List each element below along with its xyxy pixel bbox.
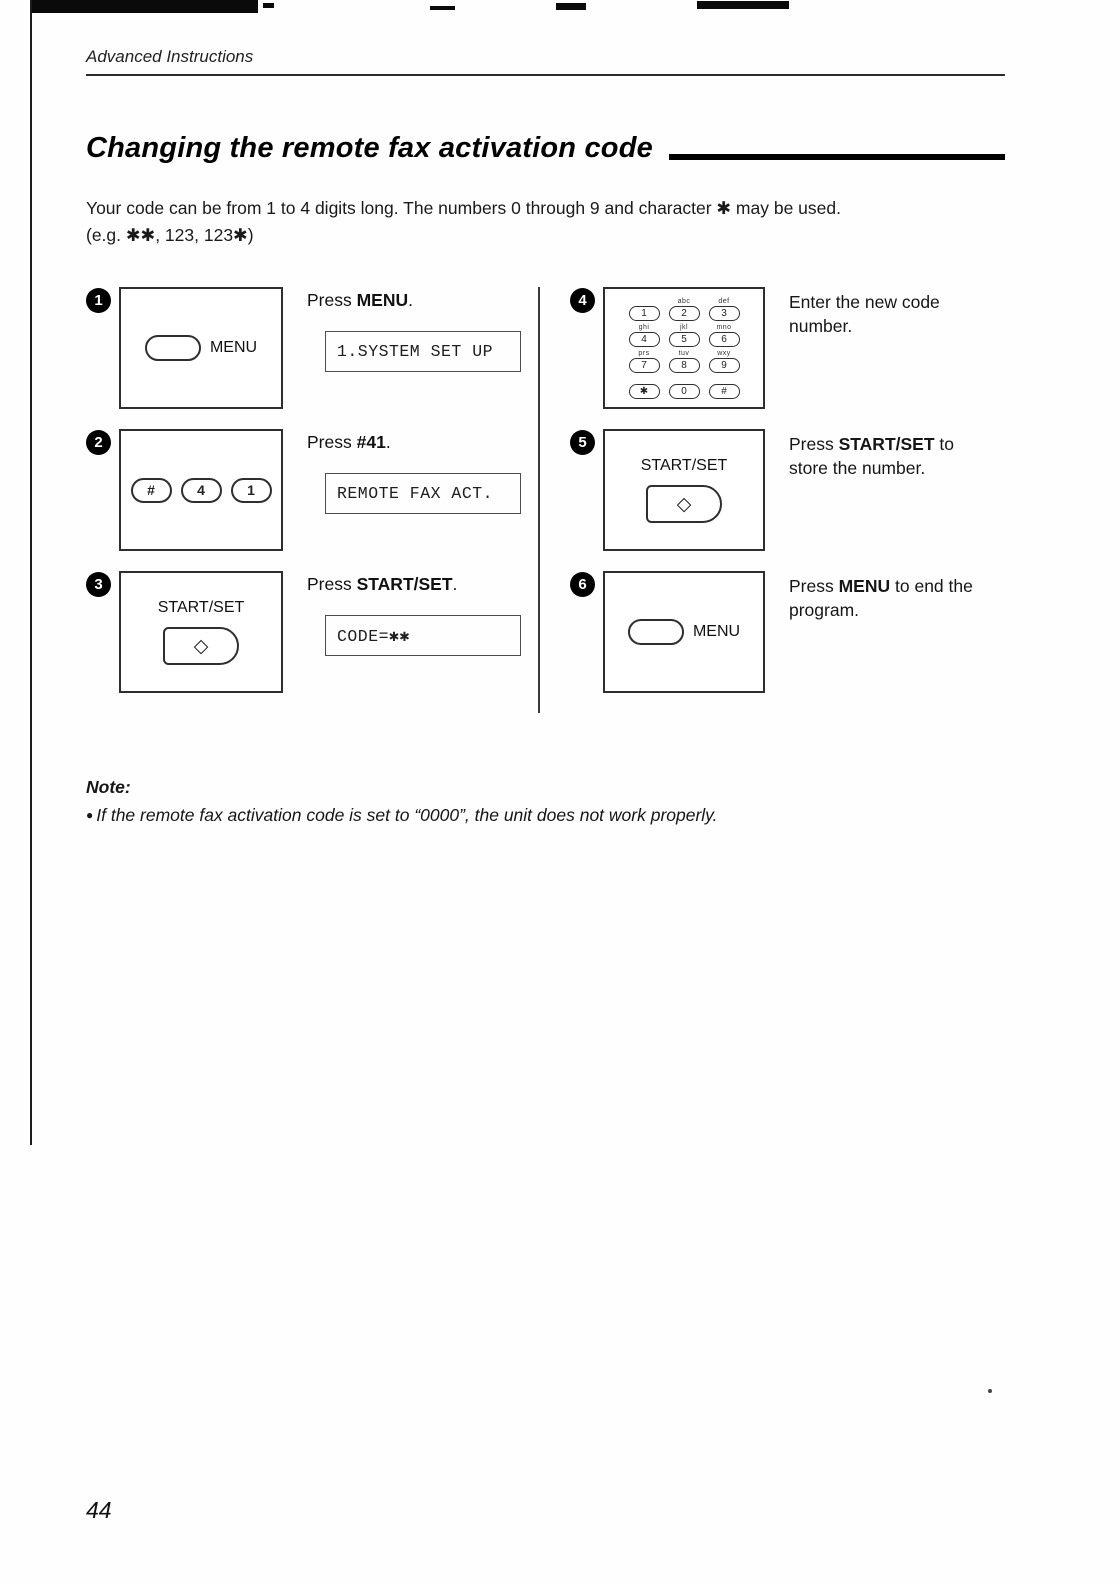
keypad-key-6: 6 [709,332,740,347]
step-6 [570,571,994,693]
instruction-text: . [408,290,414,310]
instruction-text: Press [307,432,357,452]
keypad-letters: def [718,297,730,305]
instruction-text: Press [789,576,839,596]
step-number-badge: 3 [86,572,111,597]
step-4 [570,287,994,409]
menu-button-label: MENU [209,339,258,356]
step-instruction [789,287,994,338]
keypad-key-1: 1 [629,306,660,321]
keypad-key-0: 0 [669,384,700,399]
start-diamond-icon: ◇ [193,635,209,657]
step-number-badge: 1 [86,288,111,313]
scan-artifact [30,0,258,13]
instruction-key-name: MENU [838,576,891,596]
key-1-button: 1 [231,478,272,503]
instruction-text: . [385,432,391,452]
instruction-text: Press [789,434,839,454]
scan-edge-line [30,0,32,1145]
keypad-key-3: 3 [709,306,740,321]
keypad-letters: ghi [638,323,650,331]
keypad-letters: mno [716,323,732,331]
note-label: Note: [86,777,131,797]
step-number-badge: 2 [86,430,111,455]
keypad-key-star: ✱ [629,384,660,399]
start-set-label: START/SET [157,599,245,616]
keypad-key-5: 5 [669,332,700,347]
instruction-text: to end the program. [789,576,973,620]
key-4-button: 4 [181,478,222,503]
note-body: If the remote fax activation code is set to “0000”, the unit does not work properly. [96,805,718,825]
keypad-key-7: 7 [629,358,660,373]
step-instruction [789,429,994,480]
keypad-letters: tuv [678,349,690,357]
keypad-letters: abc [677,297,691,305]
lcd-display: REMOTE FAX ACT. [325,473,521,514]
instruction-key-name: #41 [356,432,386,452]
scan-artifact [430,6,455,10]
start-set-label: START/SET [640,457,728,474]
instruction-text: Enter the new code number. [789,292,940,336]
instruction-text: to store the number. [789,434,955,478]
start-set-panel [603,429,765,551]
instruction-text: Press [307,574,357,594]
keypad-key-2: 2 [669,306,700,321]
scan-artifact [697,1,789,9]
page-title: Changing the remote fax activation code [86,132,653,164]
start-set-panel [119,571,283,693]
keypad-letters: wxy [717,349,731,357]
intro-line-2: (e.g. ✱✱, 123, 123✱) [86,225,254,245]
note-text [86,805,1005,826]
bullet-icon: ● [86,808,94,822]
step-5 [570,429,994,551]
hash-key-button: # [131,478,172,503]
step-1 [86,287,538,409]
instruction-key-name: MENU [356,290,409,310]
step-number-badge: 5 [570,430,595,455]
keypad-key-hash: # [709,384,740,399]
keypad-letters: prs [638,349,650,357]
menu-button-label: MENU [692,623,741,640]
step-instruction [307,574,521,595]
keypad-letters: jkl [679,323,689,331]
menu-button-panel [119,287,283,409]
scan-artifact [988,1389,992,1393]
start-set-button [163,627,239,665]
start-set-button [646,485,722,523]
menu-button-panel [603,571,765,693]
page-header: Advanced Instructions [86,47,254,66]
instruction-text: . [452,574,458,594]
page-number: 44 [86,1497,112,1523]
instruction-text: Press [307,290,357,310]
numeric-keypad [603,287,765,409]
header-rule [86,74,1005,76]
intro-line-1: Your code can be from 1 to 4 digits long. The numbers 0 through 9 and character ✱ may be used. [86,198,841,218]
keypad-key-8: 8 [669,358,700,373]
step-number-badge: 6 [570,572,595,597]
menu-button [145,335,201,361]
step-instruction [307,432,521,453]
lcd-display: 1.SYSTEM SET UP [325,331,521,372]
keypad-key-9: 9 [709,358,740,373]
scan-artifact [263,3,274,8]
step-2 [86,429,538,551]
note-section [86,777,1005,826]
scan-artifact [556,3,586,10]
instruction-key-name: START/SET [838,434,935,454]
step-instruction [307,290,521,311]
start-diamond-icon: ◇ [676,493,692,515]
step-3 [86,571,538,693]
title-rule [669,154,1005,160]
step-number-badge: 4 [570,288,595,313]
instruction-key-name: START/SET [356,574,453,594]
step-instruction [789,571,994,622]
keypad-key-4: 4 [629,332,660,347]
dial-keys-panel [119,429,283,551]
lcd-display: CODE=✱✱ [325,615,521,656]
column-divider [538,287,540,713]
steps-section [86,287,1005,713]
menu-button [628,619,684,645]
